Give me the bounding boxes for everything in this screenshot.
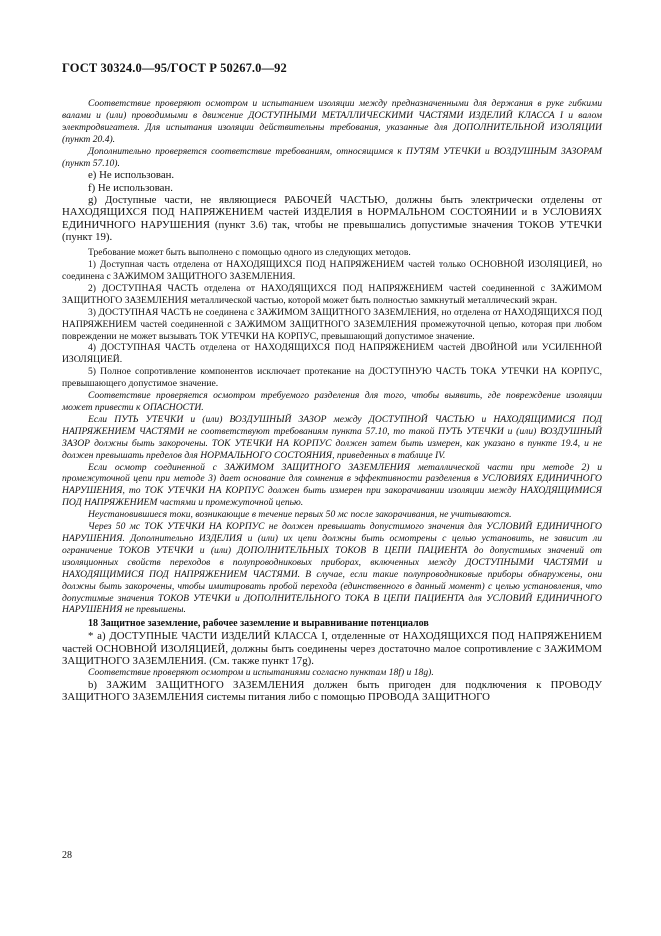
paragraph: Неустановившиеся токи, возникающие в течение первых 50 мс после закорачивания, не учитываются. [88,509,512,521]
paragraph: * a) ДОСТУПНЫЕ ЧАСТИ ИЗДЕЛИЙ КЛАССА I, отделенные от НАХОДЯЩИХСЯ ПОД НАПРЯЖЕНИЕМ частей ОСНОВНОЙ ИЗОЛЯЦИЕЙ, должны быть соединены через достаточно малое сопротивление с ЗАЖИМОМ ЗАЩИТНОГО ЗАЗЕМЛЕНИЯ. (См. также пункт 17g). [62,630,602,667]
paragraph: 1) Доступная часть отделена от НАХОДЯЩИХСЯ ПОД НАПРЯЖЕНИЕМ частей только ОСНОВНОЙ ИЗОЛЯЦИЕЙ, но соединена с ЗАЖИМОМ ЗАЩИТНОГО ЗАЗЕМЛЕНИЯ. [62,259,602,283]
section-heading: 18 Защитное заземление, рабочее заземление и выравнивание потенциалов [88,618,429,630]
document-body [62,98,602,704]
paragraph: Соответствие проверяют осмотром и испытаниями согласно пунктам 18f) и 18g). [88,667,434,679]
paragraph: 2) ДОСТУПНАЯ ЧАСТЬ отделена от НАХОДЯЩИХСЯ ПОД НАПРЯЖЕНИЕМ частей соединенной с ЗАЖИМОМ ЗАЩИТНОГО ЗАЗЕМЛЕНИЯ металлической частью, которой может быть полностью замкнутый металлический экран. [62,282,602,306]
paragraph: Если осмотр соединенной с ЗАЖИМОМ ЗАЩИТНОГО ЗАЗЕМЛЕНИЯ металлической части при методе 2) и промежуточной цепи при методе 3) дает основание для сомнения в эффективности разделения в УСЛОВИЯХ ЕДИНИЧНОГО НАРУШЕНИЯ, то ТОК УТЕЧКИ НА КОРПУС должен быть измерен при закорачивании изоляции между НАХОДЯЩИМИСЯ ПОД НАПРЯЖЕНИЕМ частями и промежуточной цепью. [62,461,602,509]
paragraph: Через 50 мс ТОК УТЕЧКИ НА КОРПУС не должен превышать допустимого значения для УСЛОВИЙ ЕДИНИЧНОГО НАРУШЕНИЯ. Дополнительно ИЗДЕЛИЯ и (или) их цепи должны быть осмотрены с целью установить, не зависит ли ограничение ТОКОВ УТЕЧКИ и (или) ДОПОЛНИТЕЛЬНЫХ ТОКОВ В ЦЕПИ ПАЦИЕНТА до допустимых значений от изоляционных свойств переходов в полупроводниковых приборах, включенных между ДОСТУПНЫМИ ЧАСТЯМИ и НАХОДЯЩИМИСЯ ПОД НАПРЯЖЕНИЕМ ЧАСТЯМИ. В случае, если такие полупроводниковые приборы обнаружены, они должны быть закорочены, чтобы имитировать пробой перехода (единственного в данный момент) с целью установления, что допустимые значения ТОКОВ УТЕЧКИ и ДОПОЛНИТЕЛЬНОГО ТОКА В ЦЕПИ ПАЦИЕНТА для УСЛОВИЙ ЕДИНИЧНОГО НАРУШЕНИЯ не превышены. [62,521,602,616]
page-number: 28 [62,850,72,861]
paragraph: Соответствие проверяется осмотром требуемого разделения для того, чтобы выявить, где повреждение изоляции может привести к ОПАСНОСТИ. [62,390,602,413]
paragraph: Дополнительно проверяется соответствие требованиям, относящимся к ПУТЯМ УТЕЧКИ и ВОЗДУШНЫМ ЗАЗОРАМ (пункт 57.10). [62,145,602,169]
paragraph: Если ПУТЬ УТЕЧКИ и (или) ВОЗДУШНЫЙ ЗАЗОР между ДОСТУПНОЙ ЧАСТЬЮ и НАХОДЯЩИМИСЯ ПОД НАПРЯЖЕНИЕМ ЧАСТЯМИ не соответствуют требованиям пункта 57.10, то такой ПУТЬ УТЕЧКИ и (или) ВОЗДУШНЫЙ ЗАЗОР должны быть закорочены. ТОК УТЕЧКИ НА КОРПУС должен затем быть измерен, как указано в пункте 19.4, и не должен превышать пределов для НОРМАЛЬНОГО СОСТОЯНИЯ, приведенных в таблице IV. [62,413,602,461]
paragraph: 5) Полное сопротивление компонентов исключает протекание на ДОСТУПНУЮ ЧАСТЬ ТОКА УТЕЧКИ НА КОРПУС, превышающего допустимое значение. [62,366,602,390]
paragraph: e) Не использован. [88,169,175,182]
paragraph: g) Доступные части, не являющиеся РАБОЧЕЙ ЧАСТЬЮ, должны быть электрически отделены от НАХОДЯЩИХСЯ ПОД НАПРЯЖЕНИЕМ частей ИЗДЕЛИЯ в НОРМАЛЬНОМ СОСТОЯНИИ и в УСЛОВИЯХ ЕДИНИЧНОГО НАРУШЕНИЯ (пункт 3.6) так, чтобы не превышались допустимые значения ТОКОВ УТЕЧКИ (пункт 19). [62,194,602,243]
paragraph: 3) ДОСТУПНАЯ ЧАСТЬ не соединена с ЗАЖИМОМ ЗАЩИТНОГО ЗАЗЕМЛЕНИЯ, но отделена от НАХОДЯЩИХСЯ ПОД НАПРЯЖЕНИЕМ частей соединенной с ЗАЖИМОМ ЗАЩИТНОГО ЗАЗЕМЛЕНИЯ промежуточной цепью, которая при любом повреждении не может вызывать ТОК УТЕЧКИ НА КОРПУС, превышающий допустимое значение. [62,306,602,342]
paragraph: b) ЗАЖИМ ЗАЩИТНОГО ЗАЗЕМЛЕНИЯ должен быть пригоден для подключения к ПРОВОДУ ЗАЩИТНОГО ЗАЗЕМЛЕНИЯ системы питания либо с помощью ПРОВОДА ЗАЩИТНОГО [62,679,602,704]
page-header: ГОСТ 30324.0—95/ГОСТ Р 50267.0—92 [62,61,287,75]
paragraph: Соответствие проверяют осмотром и испытанием изоляции между предназначенными для держания в руке гибкими валами и (или) проводимыми в движение ДОСТУПНЫМИ МЕТАЛЛИЧЕСКИМИ ЧАСТЯМИ ИЗДЕЛИЙ КЛАССА I и валом электродвигателя. Для испытания изоляции действительны требования, указанные для ДОПОЛНИТЕЛЬНОЙ ИЗОЛЯЦИИ (пункт 20.4). [62,98,602,145]
paragraph: Требование может быть выполнено с помощью одного из следующих методов. [88,247,411,259]
paragraph: f) Не использован. [88,181,173,194]
paragraph: 4) ДОСТУПНАЯ ЧАСТЬ отделена от НАХОДЯЩИХСЯ ПОД НАПРЯЖЕНИЕМ частей ДВОЙНОЙ или УСИЛЕННОЙ ИЗОЛЯЦИЕЙ. [62,342,602,366]
